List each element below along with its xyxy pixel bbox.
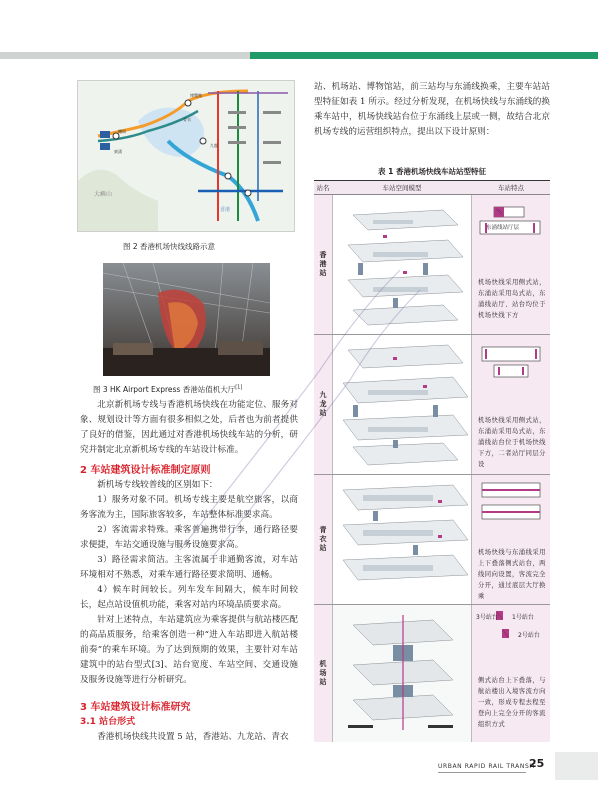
check-in-hall-photo bbox=[103, 263, 270, 376]
right-paragraph-text: 站、机场站、博物馆站，前三站均与东涌线换乘，主要车站站型特征如表 1 所示。经过分析发现，在机场快线与东涌线的换乘车站中，机场快线站台位于东涌线上层或一侧，故结合北京机场专线的运营组织特点，提出以下设计原则： bbox=[314, 82, 550, 137]
figure3-caption bbox=[93, 384, 242, 395]
section2-item: 4）候车时间较长。列车发车间隔大，候车时间较长，起点站设值机功能，乘客对站内环境品质要求高。 bbox=[80, 585, 298, 610]
station-model-cell bbox=[332, 605, 472, 742]
section2-closing: 针对上述特点，车站建筑应为乘客提供与航站楼匹配的高品质服务，给乘客创造一种“进入车站即进入航站楼前奏”的乘车环境。为了达到预期的效果，主要针对车站建筑中的站台型式[3]、站台宽度、车站空间、交通设施及服务设施等进行分析研究。 bbox=[80, 615, 298, 685]
station-model-airport bbox=[333, 605, 472, 742]
station-feature: 机场快线采用侧式站，东涌站采用岛式站，东涌线站台位于机场快线下方，二者站厅同层分设 bbox=[478, 417, 546, 468]
page-number: 25 bbox=[529, 757, 545, 770]
intro-paragraph-text: 北京新机场专线与香港机场快线在功能定位、服务对象、规划设计等方面有很多相似之处，后者也为前者提供了良好的借鉴，因此通过对香港机场快线车站的分析，研究并制定北京新机场专线的车站设计标准。 bbox=[80, 400, 298, 455]
diagram-label: 3号站台 bbox=[476, 614, 498, 621]
station-name-cell bbox=[314, 475, 332, 604]
section2-item: 3）路径需求简洁。主客流属于非通勤客流，对车站环境相对不熟悉，对乘车通行路径要求简明、通畅。 bbox=[80, 555, 298, 580]
intro-paragraph bbox=[80, 398, 298, 458]
map-label: 大嶼山 bbox=[94, 191, 113, 198]
station-model-cell bbox=[332, 335, 472, 474]
footer-bar bbox=[555, 752, 598, 780]
journal-name: URBAN RAPID RAIL TRANSIT bbox=[438, 763, 536, 770]
section3-1-heading: 3.1 站台形式 bbox=[80, 717, 136, 727]
platform-schematic-kowloon bbox=[472, 335, 550, 395]
station-model-kowloon bbox=[333, 335, 472, 474]
section2-item: 1）服务对象不同。机场专线主要是航空旅客，以商务客流为主，国际旅客较多，车站整体标准要求高。 bbox=[80, 495, 298, 520]
figure2-caption: 图 2 香港机场快线线路示意 bbox=[123, 242, 216, 251]
station-feature-cell bbox=[472, 195, 550, 334]
table-row bbox=[314, 335, 550, 475]
diagram-label: 1号站台 bbox=[512, 614, 534, 621]
map-label: 九龍 bbox=[210, 143, 218, 148]
station-feature-cell bbox=[472, 475, 550, 604]
station-model-cell bbox=[332, 195, 472, 334]
station-model-tsingyi bbox=[333, 475, 472, 604]
station-model-hongkong bbox=[333, 195, 472, 334]
station-name-cell bbox=[314, 335, 332, 474]
station-feature-cell bbox=[472, 605, 550, 742]
table-row bbox=[314, 195, 550, 335]
map-label: 東涌 bbox=[114, 149, 122, 154]
platform-schematic-tsingyi bbox=[472, 475, 550, 535]
figure3-caption-text: 图 3 HK Airport Express 香港站值机大厅 bbox=[93, 385, 236, 394]
header-bar-green bbox=[250, 52, 598, 59]
station-name-cell bbox=[314, 195, 332, 334]
station-table bbox=[314, 180, 550, 742]
route-map-figure bbox=[77, 80, 295, 232]
section3-heading: 3 车站建筑设计标准研究 bbox=[80, 702, 191, 713]
station-model-cell bbox=[332, 475, 472, 604]
map-label: 機場 bbox=[118, 129, 126, 134]
station-feature-cell bbox=[472, 335, 550, 474]
section3-body bbox=[80, 730, 298, 745]
station-name-cell bbox=[314, 605, 332, 742]
table-header: 站名 bbox=[314, 181, 332, 195]
diagram-label: 东涌线站厅层 bbox=[486, 225, 520, 231]
map-label: 香港 bbox=[220, 207, 231, 213]
section3-text: 香港机场快线共设置 5 站，香港站、九龙站、青衣 bbox=[97, 732, 289, 742]
section2-body bbox=[80, 478, 298, 688]
section2-item: 2）客流需求特殊。乘客普遍携带行李，通行路径要求便捷，车站交通设施与服务设施要求高。 bbox=[80, 525, 298, 550]
section2-heading: 2 车站建筑设计标准制定原则 bbox=[80, 465, 211, 476]
station-name: 青衣站 bbox=[319, 526, 327, 553]
photo-graphic bbox=[103, 263, 270, 376]
station-name: 机场站 bbox=[319, 660, 327, 687]
route-map-graphic bbox=[78, 81, 295, 232]
table-title: 表 1 香港机场快线车站站型特征 bbox=[378, 167, 486, 176]
table-row bbox=[314, 475, 550, 605]
station-name: 九龙站 bbox=[319, 391, 327, 418]
map-label: 博覽館 bbox=[190, 93, 202, 98]
table-header: 车站空间模型 bbox=[332, 181, 472, 195]
table-header: 车站特点 bbox=[472, 181, 550, 195]
station-feature: 机场快线与东涌线采用上下叠落侧式站台，两线同向设置，客流完全分开，通过底层大厅换乘 bbox=[478, 549, 546, 600]
station-name: 香港站 bbox=[319, 251, 327, 278]
right-paragraph bbox=[314, 80, 550, 140]
table-row bbox=[314, 605, 550, 742]
map-label: 青衣 bbox=[183, 117, 191, 122]
header-bar-gray bbox=[0, 52, 250, 59]
station-feature: 机场快线采用侧式站，东涌站采用岛式站，东涌线站厅、站台均位于机场快线下方 bbox=[478, 279, 546, 319]
station-feature: 侧式站台上下叠落，与航站楼出入境客流方向一致，形成专程去程至登向上完全分开的客流组织方式 bbox=[478, 677, 546, 728]
diagram-label: 2号站台 bbox=[518, 632, 540, 639]
section2-intro: 新机场专线较普线的区别如下： bbox=[97, 480, 218, 490]
footer-rule bbox=[438, 772, 526, 773]
figure3-ref: [1] bbox=[235, 384, 243, 391]
